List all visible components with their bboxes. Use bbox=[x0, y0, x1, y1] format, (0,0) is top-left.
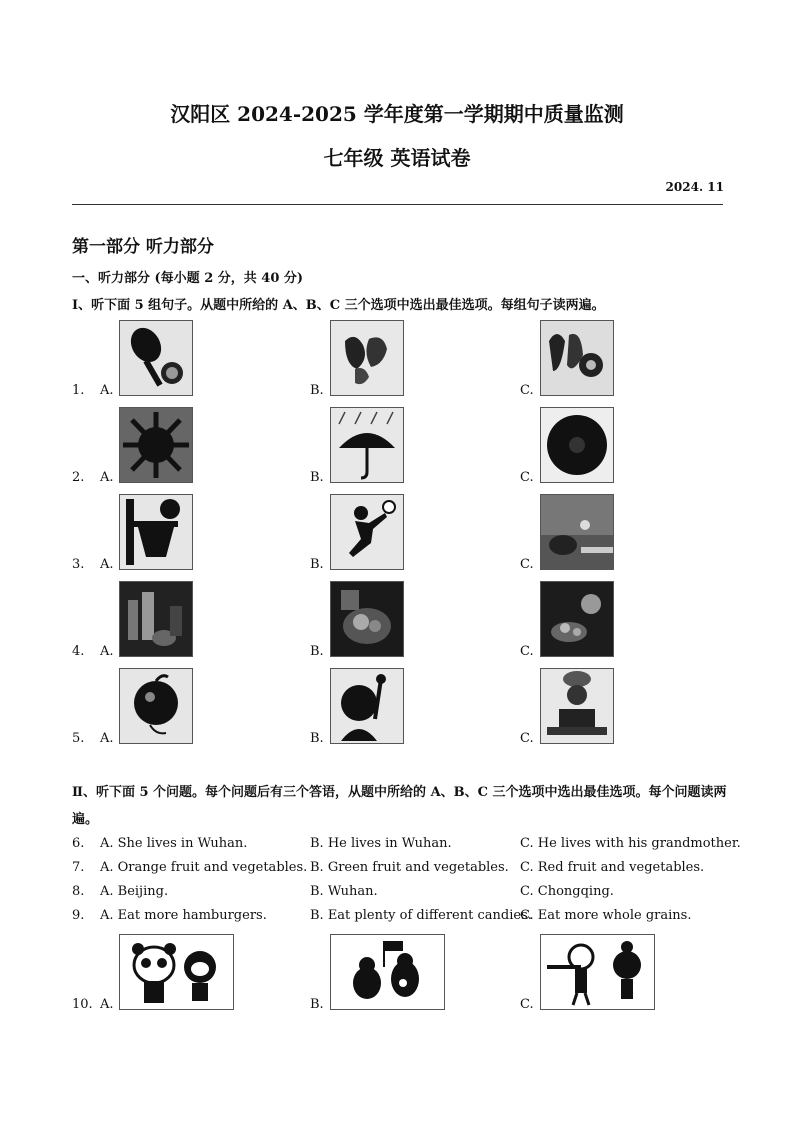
question-number: 4. bbox=[72, 644, 85, 659]
section-heading: 一、听力部分 (每小题 2 分，共 40 分) bbox=[72, 271, 304, 286]
question-row bbox=[0, 405, 794, 485]
question-row bbox=[0, 908, 794, 928]
question-number: 2. bbox=[72, 470, 85, 485]
part-heading: 第一部分 听力部分 bbox=[72, 237, 214, 257]
panda-mascots-icon[interactable] bbox=[119, 934, 234, 1010]
instruction-2: Ⅱ、听下面 5 个问题。每个问题后有三个答语，从题中所给的 A、B、C 三个选项中选出最佳选项。每个问题读两遍。 bbox=[72, 785, 727, 827]
option-c-label: C. bbox=[520, 470, 534, 485]
option-a-label: A. bbox=[100, 470, 114, 485]
question-number: 5. bbox=[72, 731, 85, 746]
dark-circle-icon[interactable] bbox=[540, 407, 614, 483]
option-b[interactable]: B. Green fruit and vegetables. bbox=[310, 860, 509, 875]
option-c[interactable]: C. Eat more whole grains. bbox=[520, 908, 692, 923]
dessert-icon[interactable] bbox=[540, 581, 614, 657]
option-c-label: C. bbox=[520, 997, 534, 1012]
question-row bbox=[0, 579, 794, 659]
header-divider bbox=[72, 204, 723, 205]
option-a-label: A. bbox=[100, 731, 114, 746]
option-c-label: C. bbox=[520, 644, 534, 659]
instruction-1: Ⅰ、听下面 5 组句子。从题中所给的 A、B、C 三个选项中选出最佳选项。每组句子读两遍。 bbox=[72, 298, 605, 313]
umbrella-rain-icon[interactable] bbox=[330, 407, 404, 483]
option-a[interactable]: A. She lives in Wuhan. bbox=[100, 836, 248, 851]
option-b-label: B. bbox=[310, 470, 324, 485]
food-plate-icon[interactable] bbox=[330, 581, 404, 657]
option-b-label: B. bbox=[310, 997, 324, 1012]
question-row bbox=[0, 318, 794, 398]
question-number: 1. bbox=[72, 383, 85, 398]
option-c[interactable]: C. Red fruit and vegetables. bbox=[520, 860, 705, 875]
question-number: 10. bbox=[72, 997, 93, 1012]
option-a-label: A. bbox=[100, 557, 114, 572]
ping-pong-icon[interactable] bbox=[540, 494, 614, 570]
question-row bbox=[0, 932, 794, 1012]
question-row bbox=[0, 836, 794, 856]
racket-ball-icon[interactable] bbox=[119, 320, 193, 396]
option-b-label: B. bbox=[310, 383, 324, 398]
question-number: 6. bbox=[72, 836, 85, 851]
chef-icon[interactable] bbox=[540, 668, 614, 744]
option-a-label: A. bbox=[100, 644, 114, 659]
sun-icon[interactable] bbox=[119, 407, 193, 483]
singer-icon[interactable] bbox=[330, 668, 404, 744]
question-number: 9. bbox=[72, 908, 85, 923]
option-c-label: C. bbox=[520, 731, 534, 746]
option-a[interactable]: A. Orange fruit and vegetables. bbox=[100, 860, 308, 875]
exam-subtitle: 七年级 英语试卷 bbox=[323, 146, 471, 170]
question-row bbox=[0, 492, 794, 572]
option-c-label: C. bbox=[520, 383, 534, 398]
decorative-shapes-icon[interactable] bbox=[540, 320, 614, 396]
exam-date: 2024. 11 bbox=[665, 180, 724, 194]
option-c-label: C. bbox=[520, 557, 534, 572]
basketball-hoop-icon[interactable] bbox=[119, 494, 193, 570]
option-c[interactable]: C. He lives with his grandmother. bbox=[520, 836, 741, 851]
option-a[interactable]: A. Beijing. bbox=[100, 884, 169, 899]
option-b-label: B. bbox=[310, 731, 324, 746]
option-b[interactable]: B. Wuhan. bbox=[310, 884, 378, 899]
bird-mascots-icon[interactable] bbox=[330, 934, 445, 1010]
question-number: 7. bbox=[72, 860, 85, 875]
option-b-label: B. bbox=[310, 557, 324, 572]
exam-title: 汉阳区 2024-2025 学年度第一学期期中质量监测 bbox=[170, 102, 624, 126]
option-b[interactable]: B. Eat plenty of different candies. bbox=[310, 908, 532, 923]
volleyball-player-icon[interactable] bbox=[330, 494, 404, 570]
fruit-shapes-icon[interactable] bbox=[330, 320, 404, 396]
option-b[interactable]: B. He lives in Wuhan. bbox=[310, 836, 452, 851]
question-number: 8. bbox=[72, 884, 85, 899]
question-number: 3. bbox=[72, 557, 85, 572]
option-c[interactable]: C. Chongqing. bbox=[520, 884, 614, 899]
option-a-label: A. bbox=[100, 383, 114, 398]
option-b-label: B. bbox=[310, 644, 324, 659]
monkey-mascots-icon[interactable] bbox=[540, 934, 655, 1010]
option-a[interactable]: A. Eat more hamburgers. bbox=[100, 908, 267, 923]
drinks-food-icon[interactable] bbox=[119, 581, 193, 657]
question-row bbox=[0, 666, 794, 746]
fruit-drawing-icon[interactable] bbox=[119, 668, 193, 744]
question-row bbox=[0, 884, 794, 904]
question-row bbox=[0, 860, 794, 880]
option-a-label: A. bbox=[100, 997, 114, 1012]
